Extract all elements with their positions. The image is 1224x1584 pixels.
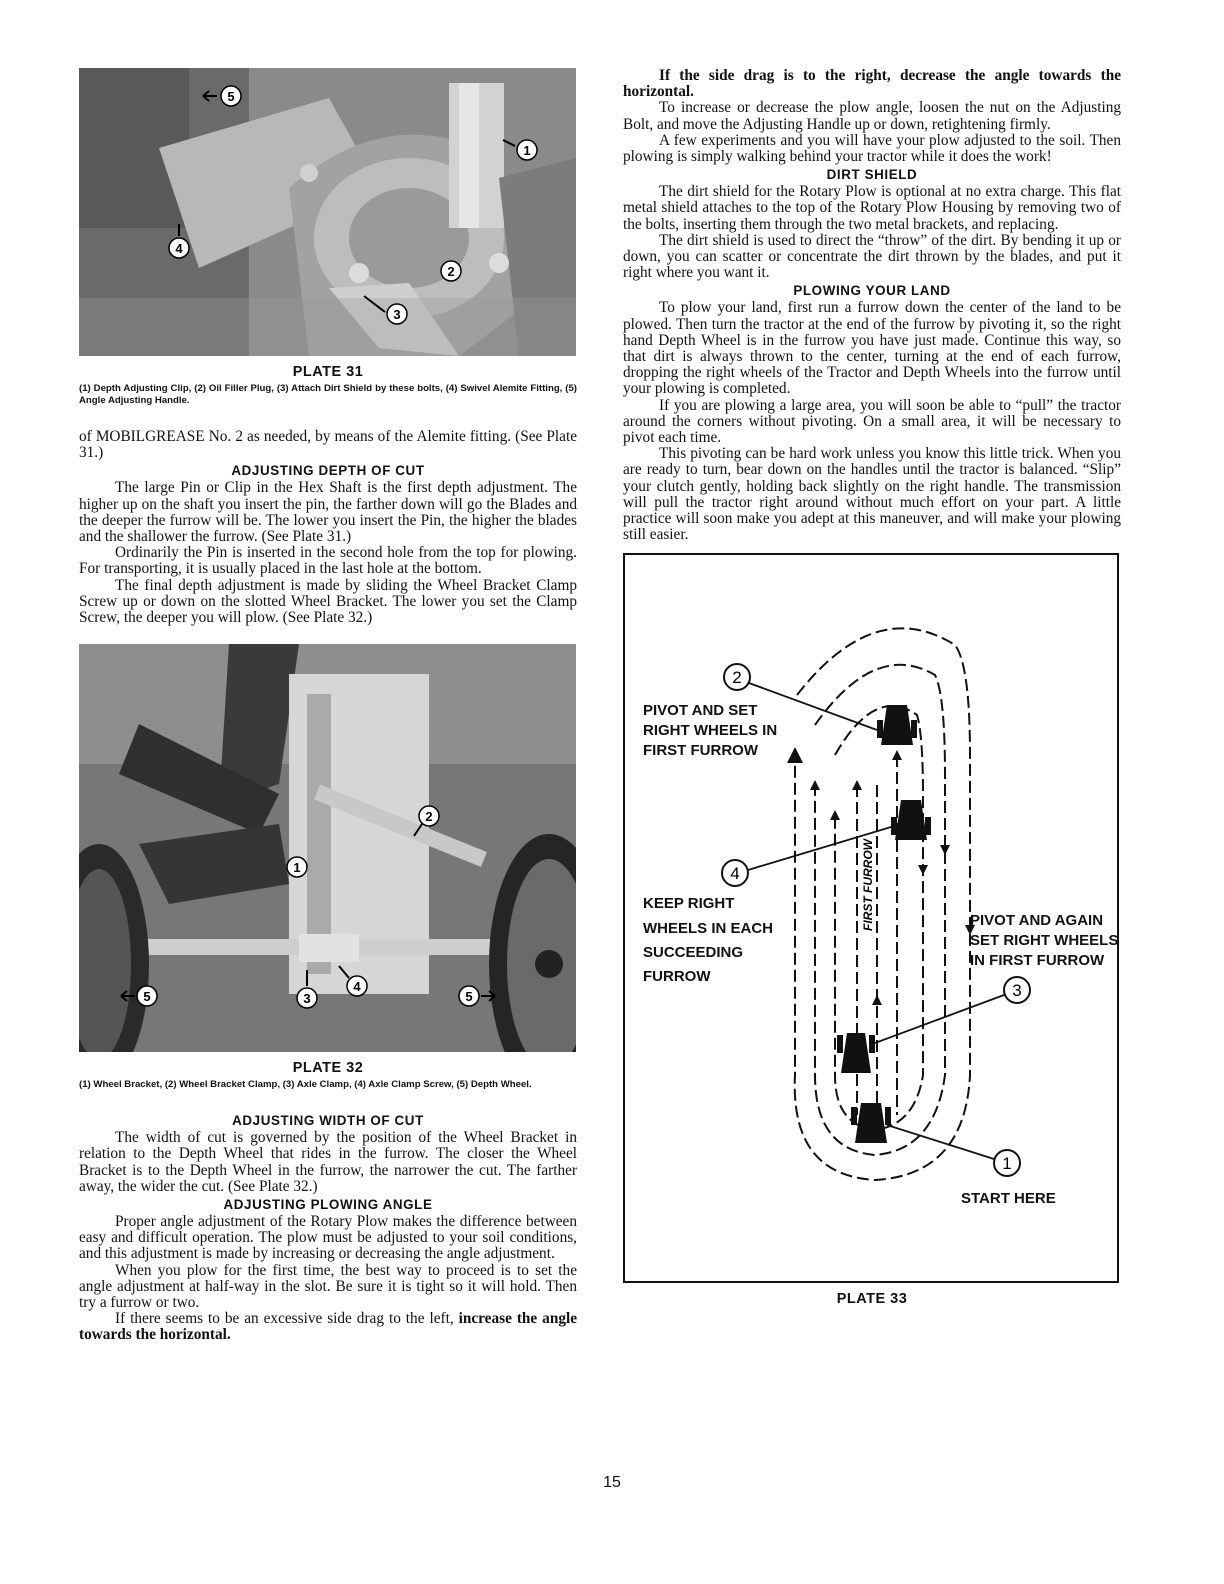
callout-5-right: 5 xyxy=(465,989,473,1005)
angle-heading: ADJUSTING PLOWING ANGLE xyxy=(223,1197,433,1213)
diagram-callout-1: 1 xyxy=(1002,1154,1012,1174)
pivot-set-line-1: PIVOT AND SET xyxy=(643,702,758,720)
plate-31-caption: (1) Depth Adjusting Clip, (2) Oil Filler Plug, (3) Attach Dirt Shield by these bolts, (4) Swivel Alemite Fitting, (5) Angle Adjusting Handle. xyxy=(79,383,577,406)
plate-32-title: PLATE 32 xyxy=(292,1060,364,1077)
callout-1: 1 xyxy=(293,860,301,876)
callout-4: 4 xyxy=(353,979,361,995)
depth-paragraph-3: The final depth adjustment is made by sliding the Wheel Bracket Clamp Screw up or down on the slotted Wheel Bracket. The lower you set the Clamp Screw, the deeper you will plow. (See Plate 32.) xyxy=(79,576,577,627)
plowing-pattern-diagram xyxy=(625,555,1117,1281)
first-furrow-label: FIRST FURROW xyxy=(861,839,875,932)
left-column xyxy=(79,68,577,1344)
plowing-land-paragraph-1: To plow your land, first run a furrow down the center of the land to be plowed. Then turn the tractor at the end of the furrow by pivoting it, so the right hand Depth Wheel is in the furrow you have just made. Continue this way, so that dirt is always thrown to the center, turning at the end of each furrow, dropping the right wheels of the Tractor and Depth Wheels into the furrow until your plowing is completed. xyxy=(623,299,1121,398)
depth-paragraph-1: The large Pin or Clip in the Hex Shaft is the first depth adjustment. The higher up on the shaft you insert the pin, the farther down will go the Blades and the deeper the furrow will be. The lower you insert the Pin, the higher the blades and the shallower the furrow. (See Plate 31.) xyxy=(79,479,577,546)
wheel-bracket-illustration xyxy=(79,644,576,1052)
pivot-again-line-1: PIVOT AND AGAIN xyxy=(970,912,1104,930)
gearbox-illustration xyxy=(79,68,576,356)
callout-5: 5 xyxy=(227,89,235,104)
diagram-callout-3: 3 xyxy=(1012,981,1022,1001)
pivot-set-line-2: RIGHT WHEELS IN xyxy=(643,722,778,740)
plate-32-photo xyxy=(79,644,576,1052)
angle-p3-normal: If there seems to be an excessive side drag to the left, xyxy=(115,1310,454,1328)
depth-paragraph-2: Ordinarily the Pin is inserted in the second hole from the top for plowing. For transporting, it is usually placed in the last hole at the bottom. xyxy=(79,544,577,578)
plow-angle-paragraph: To increase or decrease the plow angle, loosen the nut on the Adjusting Bolt, and move the Adjusting Handle up or down, retightening firmly. xyxy=(623,99,1121,133)
dirt-shield-paragraph-1: The dirt shield for the Rotary Plow is optional at no extra charge. This flat metal shield attaches to the top of the Rotary Plow Housing by removing two of the bolts, inserting them through the two metal brackets, and replacing. xyxy=(623,183,1121,233)
plate-31-photo xyxy=(79,68,576,356)
callout-5-left: 5 xyxy=(143,989,151,1005)
callout-3: 3 xyxy=(393,307,401,322)
angle-p3-bold: increase the angle towards the horizontal. xyxy=(79,1310,578,1344)
callout-2: 2 xyxy=(447,264,455,279)
keep-right-line-4: FURROW xyxy=(643,968,711,986)
intro-paragraph: of MOBILGREASE No. 2 as needed, by means of the Alemite fitting. (See Plate 31.) xyxy=(79,428,577,462)
angle-paragraph-3 xyxy=(79,1311,577,1343)
width-paragraph-1: The width of cut is governed by the position of the Wheel Bracket in relation to the Depth Wheel that rides in the furrow. The closer the Wheel Bracket is to the Depth Wheel in the furrow, the narrower the cut. The farther away, the wider the cut. (See Plate 32.) xyxy=(79,1129,577,1195)
angle-paragraph-2: When you plow for the first time, the best way to proceed is to set the angle adjustment at half-way in the slot. Be sure it is tight so it will hold. Then try a furrow or two. xyxy=(79,1261,577,1312)
plowing-land-heading: PLOWING YOUR LAND xyxy=(793,283,951,299)
diagram-callout-2: 2 xyxy=(732,668,742,688)
callout-2: 2 xyxy=(425,809,433,825)
callout-4: 4 xyxy=(175,241,183,256)
keep-right-line-3: SUCCEEDING xyxy=(643,944,744,962)
side-drag-bold: decrease the angle towards the horizontal. xyxy=(623,67,1121,101)
dirt-shield-paragraph-2: The dirt shield is used to direct the “throw” of the dirt. By bending it up or down, you can scatter or concentrate the dirt thrown by the blades, and put it right where you want it. xyxy=(623,231,1121,282)
plate-33-diagram xyxy=(623,553,1119,1283)
diagram-callout-4: 4 xyxy=(730,864,740,884)
keep-right-line-1: KEEP RIGHT xyxy=(643,895,735,913)
experiments-paragraph: A few experiments and you will have your plow adjusted to the soil. Then plowing is simply walking behind your tractor while it does the work! xyxy=(623,131,1121,166)
pivot-set-line-3: FIRST FURROW xyxy=(643,742,758,760)
plate-31-title: PLATE 31 xyxy=(292,364,364,380)
callout-1: 1 xyxy=(523,143,531,158)
right-column xyxy=(623,68,1121,1307)
pivot-again-line-3: IN FIRST FURROW xyxy=(970,952,1105,970)
page-number: 15 xyxy=(603,1474,621,1491)
pivot-again-line-2: SET RIGHT WHEELS xyxy=(970,932,1117,950)
width-heading: ADJUSTING WIDTH OF CUT xyxy=(232,1113,424,1129)
keep-right-line-2: WHEELS IN EACH xyxy=(643,920,774,938)
plate-32-caption: (1) Wheel Bracket, (2) Wheel Bracket Clamp, (3) Axle Clamp, (4) Axle Clamp Screw, (5) Depth Wheel. xyxy=(79,1079,532,1091)
angle-paragraph-1: Proper angle adjustment of the Rotary Plow makes the difference between easy and difficult operation. The plow must be adjusted to your soil conditions, and this adjustment is made by increasing or decreasing the angle adjustment. xyxy=(79,1213,577,1263)
start-here-label: START HERE xyxy=(961,1190,1056,1208)
plowing-land-paragraph-2: If you are plowing a large area, you will soon be able to “pull” the tractor around the corners without pivoting. On a small area, it will be necessary to pivot each time. xyxy=(623,396,1121,447)
plate-33-title: PLATE 33 xyxy=(836,1291,908,1308)
dirt-shield-heading: DIRT SHIELD xyxy=(826,167,918,183)
depth-heading: ADJUSTING DEPTH OF CUT xyxy=(231,463,425,479)
side-drag-paragraph xyxy=(623,68,1121,100)
side-drag-normal: If the side drag is to the right, xyxy=(659,67,891,84)
callout-3: 3 xyxy=(303,991,311,1007)
plowing-land-paragraph-3: This pivoting can be hard work unless you know this little trick. When you are ready to turn, bear down on the handles until the tractor is balanced. “Slip” your clutch gently, holding back slightly on the right handle. The transmission will pull the tractor right around without much effort on your part. A little practice will soon make you adept at this maneuver, and will make your plowing still easier. xyxy=(623,445,1121,544)
